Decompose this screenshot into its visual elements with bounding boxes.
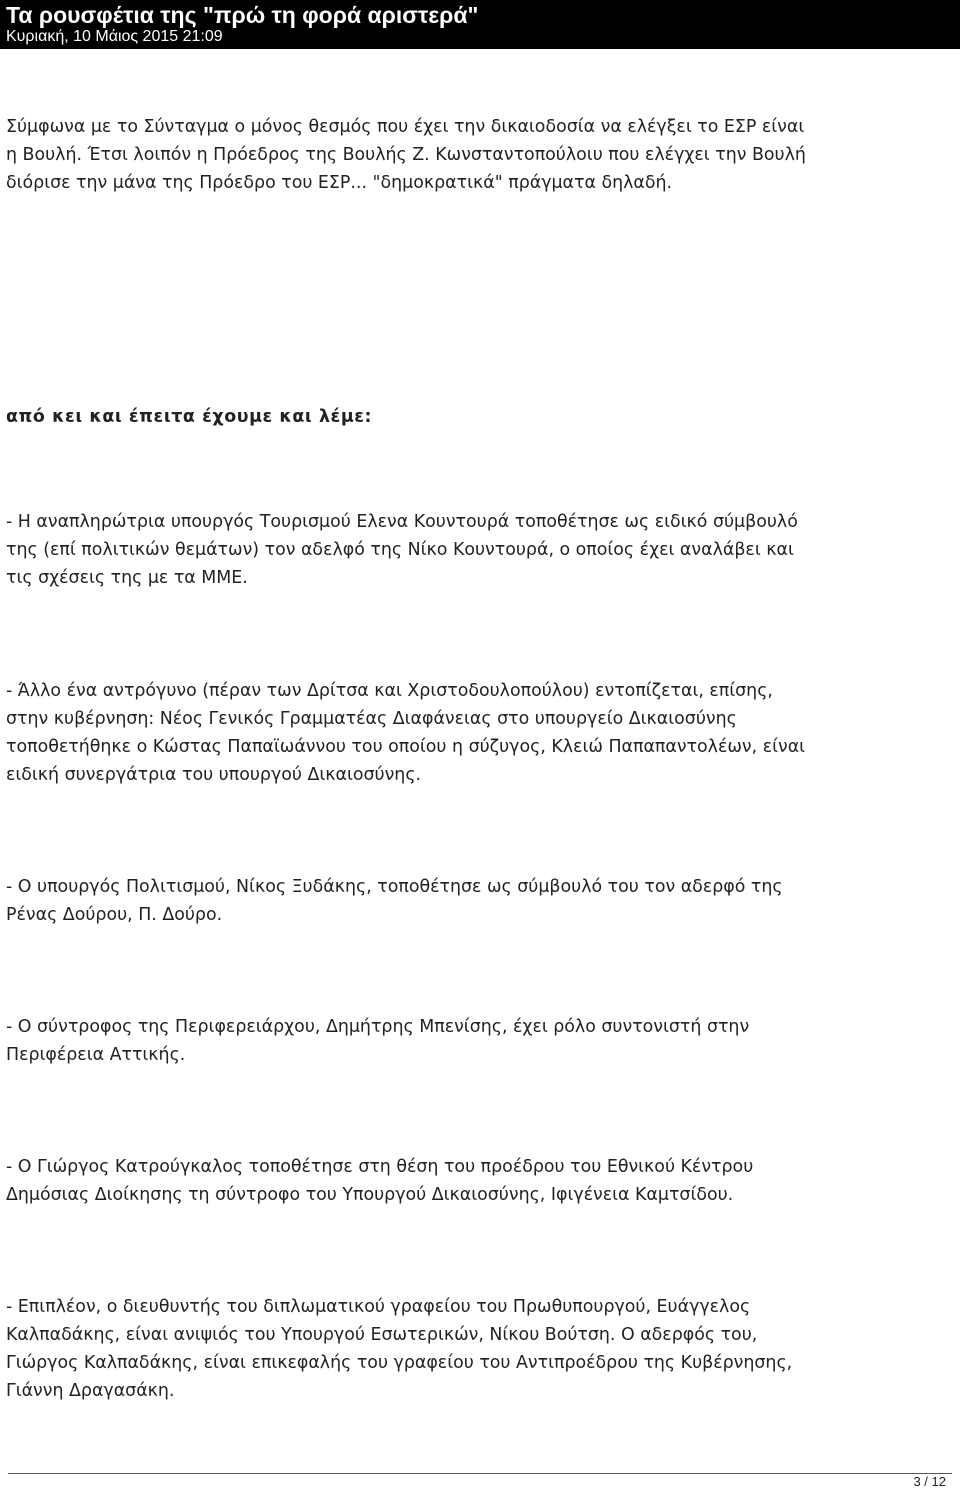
publish-date: Κυριακή, 10 Μάιος 2015 21:09 (6, 28, 223, 45)
paragraph-benisis: - Ο σύντροφος της Περιφερειάρχου, Δημήτρης Μπενίσης, έχει ρόλο συντονιστή στην Περιφέρεια Αττικής. (6, 1017, 750, 1065)
paragraph-papaioannou: - Άλλο ένα αντρόγυνο (πέραν των Δρίτσα και Χριστοδουλοπούλου) εντοπίζεται, επίσης, στην κυβέρνηση: Νέος Γενικός Γραμματέας Διαφάνειας στο υπουργείο Δικαιοσύνης τοποθετήθηκε ο Κώστας Παπαϊωάννου του οποίου η σύζυγος, Κλειώ Παπαπαντολέων, είναι ειδική συνεργάτρια του υπουργού Δικαιοσύνης. (6, 681, 806, 785)
paragraph-constitution: Σύμφωνα με το Σύνταγμα ο μόνος θεσμός που έχει την δικαιοδοσία να ελέγξει το ΕΣΡ είναι η Βουλή. Έτσι λοιπόν η Πρόεδρος της Βουλής Ζ. Κωνσταντοπούλοιυ που ελέγχει την Βουλή διόρισε την μάνα της Πρόεδρο του ΕΣΡ... "δημοκρατικά" πράγματα δηλαδή. (6, 117, 806, 193)
footer-divider (8, 1473, 952, 1474)
document-header (0, 0, 960, 49)
document-title: Τα ρουσφέτια της "πρώ τη φορά αριστερά" (6, 2, 479, 28)
paragraph-katrougkalos: - Ο Γιώργος Κατρούγκαλος τοποθέτησε στη θέση του προέδρου του Εθνικού Κέντρου Δημόσιας Διοίκησης τη σύντροφο του Υπουργού Δικαιοσύνης, Ιφιγένεια Καμτσίδου. (6, 1157, 754, 1205)
section-heading: από κει και έπειτα έχουμε και λέμε: (6, 407, 373, 427)
paragraph-kalpadakis: - Επιπλέον, ο διευθυντής του διπλωματικού γραφείου του Πρωθυπουργού, Ευάγγελος Καλπαδάκης, είναι ανιψιός του Υπουργού Εσωτερικών, Νίκου Βούτση. Ο αδερφός του, Γιώργος Καλπαδάκης, είναι επικεφαλής του γραφείου του Αντιπροέδρου της Κυβέρνησης, Γιάννη Δραγασάκη. (6, 1297, 793, 1401)
paragraph-xydakis: - Ο υπουργός Πολιτισμού, Νίκος Ξυδάκης, τοποθέτησε ως σύμβουλό του τον αδερφό της Ρένας Δούρου, Π. Δούρο. (6, 877, 783, 925)
page-number: 3 / 12 (913, 1474, 946, 1489)
paragraph-kountoura: - Η αναπληρώτρια υπουργός Τουρισμού Ελενα Κουντουρά τοποθέτησε ως ειδικό σύμβουλό της (επί πολιτικών θεμάτων) τον αδελφό της Νίκο Κουντουρά, ο οποίος έχει αναλάβει και τις σχέσεις της με τα ΜΜΕ. (6, 512, 798, 588)
